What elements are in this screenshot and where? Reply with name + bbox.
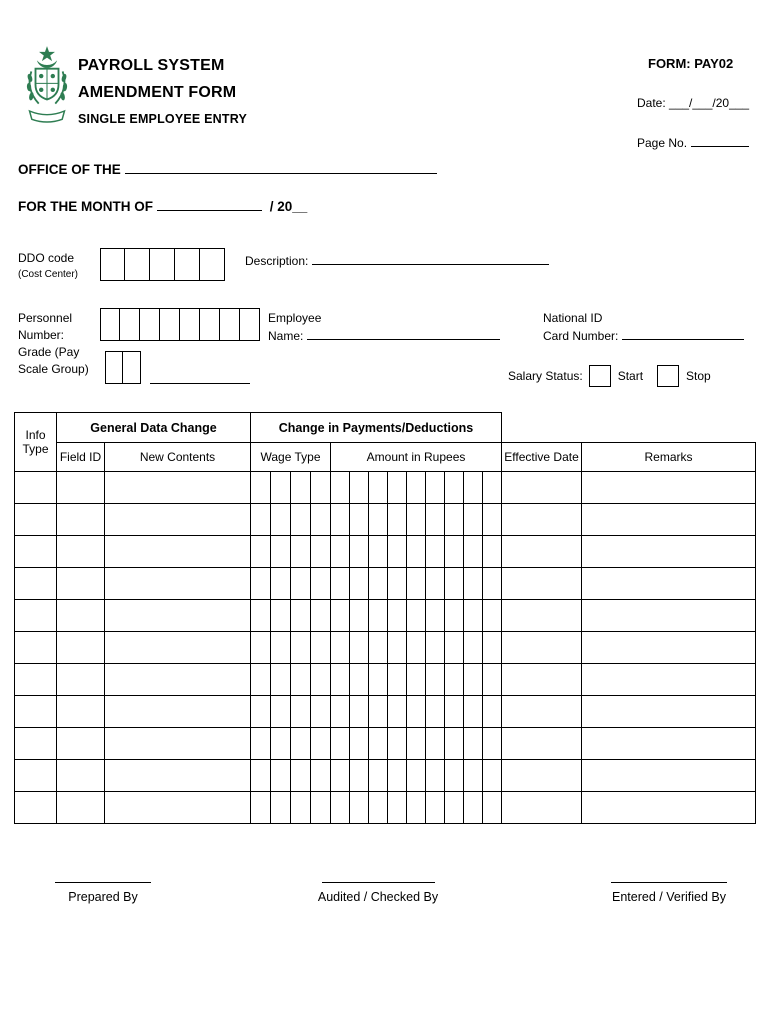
ddo-code-boxes bbox=[100, 248, 225, 281]
amount-in-rupees-cell[interactable] bbox=[464, 568, 483, 600]
amount-in-rupees-cell[interactable] bbox=[369, 504, 388, 536]
info-type-cell[interactable] bbox=[15, 728, 57, 760]
effective-date-cell[interactable] bbox=[502, 600, 582, 632]
amount-in-rupees-cell[interactable] bbox=[369, 600, 388, 632]
amount-in-rupees-cell[interactable] bbox=[350, 504, 369, 536]
effective-date-cell[interactable] bbox=[502, 760, 582, 792]
amount-in-rupees-cell[interactable] bbox=[407, 664, 426, 696]
field-id-cell[interactable] bbox=[57, 664, 105, 696]
col-header-new-contents: New Contents bbox=[105, 443, 251, 472]
input-box[interactable] bbox=[180, 308, 200, 341]
amount-in-rupees-cell[interactable] bbox=[331, 728, 350, 760]
field-id-cell[interactable] bbox=[57, 568, 105, 600]
input-box[interactable] bbox=[240, 308, 260, 341]
signature-entered-by bbox=[598, 882, 740, 904]
effective-date-cell[interactable] bbox=[502, 664, 582, 696]
amount-in-rupees-cell[interactable] bbox=[426, 600, 445, 632]
wage-type-cell[interactable] bbox=[251, 696, 271, 728]
info-type-cell[interactable] bbox=[15, 664, 57, 696]
salary-status-start-checkbox[interactable] bbox=[589, 365, 611, 387]
wage-type-cell[interactable] bbox=[311, 728, 331, 760]
amount-in-rupees-cell[interactable] bbox=[407, 536, 426, 568]
amount-in-rupees-cell[interactable] bbox=[369, 536, 388, 568]
wage-type-cell[interactable] bbox=[311, 600, 331, 632]
prepared-by-label: Prepared By bbox=[68, 890, 138, 904]
wage-type-cell[interactable] bbox=[251, 504, 271, 536]
wage-type-cell[interactable] bbox=[271, 568, 291, 600]
effective-date-cell[interactable] bbox=[502, 792, 582, 824]
effective-date-cell[interactable] bbox=[502, 536, 582, 568]
wage-type-cell[interactable] bbox=[271, 536, 291, 568]
wage-type-cell[interactable] bbox=[311, 632, 331, 664]
remarks-cell[interactable] bbox=[582, 792, 756, 824]
amount-in-rupees-cell[interactable] bbox=[407, 792, 426, 824]
col-header-general-data-change: General Data Change bbox=[57, 413, 251, 443]
amount-in-rupees-cell[interactable] bbox=[426, 568, 445, 600]
amount-in-rupees-cell[interactable] bbox=[426, 472, 445, 504]
amount-in-rupees-cell[interactable] bbox=[445, 664, 464, 696]
amount-in-rupees-cell[interactable] bbox=[331, 472, 350, 504]
wage-type-cell[interactable] bbox=[291, 600, 311, 632]
table-row bbox=[15, 760, 756, 792]
amount-in-rupees-cell[interactable] bbox=[369, 728, 388, 760]
grade-label-line2: Scale Group) bbox=[18, 362, 89, 376]
field-id-cell[interactable] bbox=[57, 472, 105, 504]
salary-status-stop-checkbox[interactable] bbox=[657, 365, 679, 387]
national-id-label-line1: National ID bbox=[543, 311, 603, 325]
amount-in-rupees-cell[interactable] bbox=[331, 664, 350, 696]
prepared-by-line[interactable] bbox=[55, 882, 151, 883]
amount-in-rupees-cell[interactable] bbox=[483, 600, 502, 632]
remarks-cell[interactable] bbox=[582, 728, 756, 760]
input-box[interactable] bbox=[150, 248, 175, 281]
wage-type-cell[interactable] bbox=[251, 568, 271, 600]
wage-type-cell[interactable] bbox=[271, 760, 291, 792]
amount-in-rupees-cell[interactable] bbox=[426, 728, 445, 760]
month-line bbox=[18, 196, 307, 214]
remarks-cell[interactable] bbox=[582, 664, 756, 696]
personnel-number-boxes bbox=[100, 308, 260, 341]
signature-audited-by bbox=[308, 882, 448, 904]
input-box[interactable] bbox=[200, 248, 225, 281]
page-no-label: Page No. bbox=[637, 136, 688, 150]
input-box[interactable] bbox=[200, 308, 220, 341]
month-blank[interactable] bbox=[157, 196, 262, 211]
wage-type-cell[interactable] bbox=[311, 792, 331, 824]
amount-in-rupees-cell[interactable] bbox=[445, 696, 464, 728]
amount-in-rupees-cell[interactable] bbox=[483, 696, 502, 728]
input-box[interactable] bbox=[100, 308, 120, 341]
wage-type-cell[interactable] bbox=[271, 504, 291, 536]
wage-type-cell[interactable] bbox=[291, 696, 311, 728]
input-box[interactable] bbox=[140, 308, 160, 341]
form-title-line3: SINGLE EMPLOYEE ENTRY bbox=[78, 112, 248, 126]
amount-in-rupees-cell[interactable] bbox=[388, 696, 407, 728]
national-id-label-line2: Card Number: bbox=[543, 329, 619, 343]
office-label: OFFICE OF THE bbox=[18, 162, 121, 177]
amount-in-rupees-cell[interactable] bbox=[388, 664, 407, 696]
salary-status-stop-label: Stop bbox=[686, 369, 711, 383]
employee-name-blank[interactable] bbox=[307, 327, 500, 340]
col-header-wage-type: Wage Type bbox=[251, 443, 331, 472]
amount-in-rupees-cell[interactable] bbox=[388, 792, 407, 824]
personnel-number-label bbox=[18, 310, 72, 344]
amount-in-rupees-cell[interactable] bbox=[388, 536, 407, 568]
remarks-cell[interactable] bbox=[582, 568, 756, 600]
amount-in-rupees-cell[interactable] bbox=[464, 664, 483, 696]
amount-in-rupees-cell[interactable] bbox=[483, 760, 502, 792]
remarks-cell[interactable] bbox=[582, 472, 756, 504]
info-type-cell[interactable] bbox=[15, 536, 57, 568]
wage-type-cell[interactable] bbox=[271, 600, 291, 632]
amount-in-rupees-cell[interactable] bbox=[369, 472, 388, 504]
amount-in-rupees-cell[interactable] bbox=[445, 504, 464, 536]
description-field bbox=[245, 252, 549, 270]
amount-in-rupees-cell[interactable] bbox=[388, 472, 407, 504]
info-type-cell[interactable] bbox=[15, 696, 57, 728]
amount-in-rupees-cell[interactable] bbox=[483, 728, 502, 760]
new-contents-cell[interactable] bbox=[105, 792, 251, 824]
salary-status-label: Salary Status: bbox=[508, 369, 583, 383]
amount-in-rupees-cell[interactable] bbox=[464, 728, 483, 760]
info-type-cell[interactable] bbox=[15, 632, 57, 664]
remarks-cell[interactable] bbox=[582, 536, 756, 568]
amount-in-rupees-cell[interactable] bbox=[464, 536, 483, 568]
wage-type-cell[interactable] bbox=[271, 472, 291, 504]
amount-in-rupees-cell[interactable] bbox=[369, 664, 388, 696]
employee-label-line2: Name: bbox=[268, 329, 304, 343]
wage-type-cell[interactable] bbox=[311, 472, 331, 504]
amount-in-rupees-cell[interactable] bbox=[445, 632, 464, 664]
amount-in-rupees-cell[interactable] bbox=[350, 568, 369, 600]
effective-date-cell[interactable] bbox=[502, 504, 582, 536]
info-type-cell[interactable] bbox=[15, 504, 57, 536]
info-type-cell[interactable] bbox=[15, 600, 57, 632]
amount-in-rupees-cell[interactable] bbox=[331, 568, 350, 600]
office-name-blank[interactable] bbox=[125, 159, 437, 174]
table-row bbox=[15, 600, 756, 632]
amount-in-rupees-cell[interactable] bbox=[483, 472, 502, 504]
amount-in-rupees-cell[interactable] bbox=[483, 664, 502, 696]
amount-in-rupees-cell[interactable] bbox=[407, 696, 426, 728]
wage-type-cell[interactable] bbox=[291, 504, 311, 536]
input-box[interactable] bbox=[175, 248, 200, 281]
amount-in-rupees-cell[interactable] bbox=[483, 536, 502, 568]
amount-in-rupees-cell[interactable] bbox=[369, 792, 388, 824]
info-type-cell[interactable] bbox=[15, 568, 57, 600]
amount-in-rupees-cell[interactable] bbox=[388, 568, 407, 600]
remarks-cell[interactable] bbox=[582, 632, 756, 664]
col-header-change-in-payments: Change in Payments/Deductions bbox=[251, 413, 502, 443]
col-header-info-type: Info Type bbox=[15, 413, 57, 472]
amount-in-rupees-cell[interactable] bbox=[464, 472, 483, 504]
table-row bbox=[15, 792, 756, 824]
wage-type-cell[interactable] bbox=[311, 696, 331, 728]
amount-in-rupees-cell[interactable] bbox=[483, 568, 502, 600]
field-id-cell[interactable] bbox=[57, 760, 105, 792]
form-title-line2: AMENDMENT FORM bbox=[78, 84, 237, 101]
amount-in-rupees-cell[interactable] bbox=[331, 792, 350, 824]
amount-in-rupees-cell[interactable] bbox=[426, 536, 445, 568]
wage-type-cell[interactable] bbox=[251, 728, 271, 760]
amount-in-rupees-cell[interactable] bbox=[407, 600, 426, 632]
amount-in-rupees-cell[interactable] bbox=[350, 664, 369, 696]
table-row bbox=[15, 568, 756, 600]
wage-type-cell[interactable] bbox=[311, 568, 331, 600]
amount-in-rupees-cell[interactable] bbox=[445, 760, 464, 792]
page-no-blank[interactable] bbox=[691, 134, 749, 147]
amount-in-rupees-cell[interactable] bbox=[331, 760, 350, 792]
amount-in-rupees-cell[interactable] bbox=[464, 792, 483, 824]
table-row bbox=[15, 632, 756, 664]
wage-type-cell[interactable] bbox=[251, 632, 271, 664]
form-code: FORM: PAY02 bbox=[648, 56, 734, 71]
amount-in-rupees-cell[interactable] bbox=[350, 632, 369, 664]
amount-in-rupees-cell[interactable] bbox=[331, 600, 350, 632]
page-no-field bbox=[637, 134, 749, 152]
grade-label-line1: Grade (Pay bbox=[18, 345, 80, 359]
wage-type-cell[interactable] bbox=[251, 792, 271, 824]
amount-in-rupees-cell[interactable] bbox=[407, 504, 426, 536]
wage-type-cell[interactable] bbox=[291, 792, 311, 824]
amount-in-rupees-cell[interactable] bbox=[483, 632, 502, 664]
amount-in-rupees-cell[interactable] bbox=[464, 600, 483, 632]
field-id-cell[interactable] bbox=[57, 536, 105, 568]
amount-in-rupees-cell[interactable] bbox=[350, 600, 369, 632]
wage-type-cell[interactable] bbox=[251, 760, 271, 792]
wage-type-cell[interactable] bbox=[271, 632, 291, 664]
field-id-cell[interactable] bbox=[57, 632, 105, 664]
wage-type-cell[interactable] bbox=[291, 760, 311, 792]
wage-type-cell[interactable] bbox=[251, 664, 271, 696]
grade-label bbox=[18, 344, 89, 378]
effective-date-cell[interactable] bbox=[502, 568, 582, 600]
effective-date-cell[interactable] bbox=[502, 696, 582, 728]
amount-in-rupees-cell[interactable] bbox=[388, 728, 407, 760]
description-label: Description: bbox=[245, 254, 309, 268]
wage-type-cell[interactable] bbox=[271, 728, 291, 760]
amount-in-rupees-cell[interactable] bbox=[388, 600, 407, 632]
audited-by-line[interactable] bbox=[322, 882, 435, 883]
table-row bbox=[15, 664, 756, 696]
date-field[interactable]: Date: ___/___/20___ bbox=[637, 96, 750, 110]
amount-in-rupees-cell[interactable] bbox=[426, 664, 445, 696]
employee-name-line bbox=[268, 327, 500, 345]
amount-in-rupees-cell[interactable] bbox=[445, 600, 464, 632]
wage-type-cell[interactable] bbox=[311, 664, 331, 696]
wage-type-cell[interactable] bbox=[271, 696, 291, 728]
amount-in-rupees-cell[interactable] bbox=[369, 696, 388, 728]
personnel-label-line2: Number: bbox=[18, 328, 65, 342]
office-line bbox=[18, 159, 437, 177]
effective-date-cell[interactable] bbox=[502, 728, 582, 760]
month-year-suffix: / 20__ bbox=[269, 199, 308, 214]
wage-type-cell[interactable] bbox=[271, 664, 291, 696]
field-id-cell[interactable] bbox=[57, 504, 105, 536]
wage-type-cell[interactable] bbox=[251, 536, 271, 568]
info-type-cell[interactable] bbox=[15, 760, 57, 792]
amount-in-rupees-cell[interactable] bbox=[445, 568, 464, 600]
wage-type-cell[interactable] bbox=[251, 472, 271, 504]
signature-prepared-by bbox=[30, 882, 176, 904]
ddo-sublabel: (Cost Center) bbox=[18, 269, 79, 280]
employee-label-line1: Employee bbox=[268, 311, 322, 325]
input-box[interactable] bbox=[120, 308, 140, 341]
info-type-cell[interactable] bbox=[15, 472, 57, 504]
amount-in-rupees-cell[interactable] bbox=[350, 728, 369, 760]
input-box[interactable] bbox=[125, 248, 150, 281]
amount-in-rupees-cell[interactable] bbox=[407, 632, 426, 664]
table-row bbox=[15, 504, 756, 536]
amount-in-rupees-cell[interactable] bbox=[369, 568, 388, 600]
amount-in-rupees-cell[interactable] bbox=[369, 632, 388, 664]
table-row bbox=[15, 696, 756, 728]
amendment-table-body bbox=[15, 472, 756, 824]
amount-in-rupees-cell[interactable] bbox=[407, 760, 426, 792]
amount-in-rupees-cell[interactable] bbox=[407, 568, 426, 600]
employee-name-field bbox=[268, 310, 500, 345]
wage-type-cell[interactable] bbox=[291, 632, 311, 664]
new-contents-cell[interactable] bbox=[105, 472, 251, 504]
amount-in-rupees-cell[interactable] bbox=[407, 472, 426, 504]
col-header-field-id: Field ID bbox=[57, 443, 105, 472]
remarks-cell[interactable] bbox=[582, 600, 756, 632]
amount-in-rupees-cell[interactable] bbox=[445, 792, 464, 824]
amount-in-rupees-cell[interactable] bbox=[445, 536, 464, 568]
amount-in-rupees-cell[interactable] bbox=[426, 792, 445, 824]
amount-in-rupees-cell[interactable] bbox=[445, 728, 464, 760]
description-blank[interactable] bbox=[312, 252, 549, 265]
remarks-cell[interactable] bbox=[582, 696, 756, 728]
amount-in-rupees-cell[interactable] bbox=[331, 536, 350, 568]
amount-in-rupees-cell[interactable] bbox=[331, 504, 350, 536]
new-contents-cell[interactable] bbox=[105, 568, 251, 600]
field-id-cell[interactable] bbox=[57, 600, 105, 632]
month-label: FOR THE MONTH OF bbox=[18, 199, 153, 214]
salary-status-start-label: Start bbox=[617, 369, 644, 383]
new-contents-cell[interactable] bbox=[105, 696, 251, 728]
input-box[interactable] bbox=[123, 351, 141, 384]
new-contents-cell[interactable] bbox=[105, 632, 251, 664]
national-id-blank[interactable] bbox=[622, 327, 744, 340]
salary-status-group bbox=[508, 364, 711, 388]
amount-in-rupees-cell[interactable] bbox=[350, 472, 369, 504]
amount-in-rupees-cell[interactable] bbox=[426, 632, 445, 664]
form-title-block bbox=[78, 52, 247, 132]
wage-type-cell[interactable] bbox=[271, 792, 291, 824]
field-id-cell[interactable] bbox=[57, 792, 105, 824]
amendment-table bbox=[14, 412, 756, 824]
wage-type-cell[interactable] bbox=[291, 536, 311, 568]
amount-in-rupees-cell[interactable] bbox=[369, 760, 388, 792]
amount-in-rupees-cell[interactable] bbox=[483, 504, 502, 536]
effective-date-cell[interactable] bbox=[502, 472, 582, 504]
new-contents-cell[interactable] bbox=[105, 760, 251, 792]
amount-in-rupees-cell[interactable] bbox=[464, 760, 483, 792]
effective-date-cell[interactable] bbox=[502, 632, 582, 664]
amount-in-rupees-cell[interactable] bbox=[350, 536, 369, 568]
col-header-amount-in-rupees: Amount in Rupees bbox=[331, 443, 502, 472]
wage-type-cell[interactable] bbox=[251, 600, 271, 632]
amount-in-rupees-cell[interactable] bbox=[426, 696, 445, 728]
amount-in-rupees-cell[interactable] bbox=[464, 504, 483, 536]
amount-in-rupees-cell[interactable] bbox=[483, 792, 502, 824]
remarks-cell[interactable] bbox=[582, 760, 756, 792]
field-id-cell[interactable] bbox=[57, 728, 105, 760]
col-header-remarks: Remarks bbox=[582, 443, 756, 472]
national-id-field bbox=[543, 310, 744, 345]
wage-type-cell[interactable] bbox=[311, 504, 331, 536]
amount-in-rupees-cell[interactable] bbox=[388, 504, 407, 536]
wage-type-cell[interactable] bbox=[291, 568, 311, 600]
grade-boxes bbox=[105, 351, 141, 384]
new-contents-cell[interactable] bbox=[105, 536, 251, 568]
info-type-cell[interactable] bbox=[15, 792, 57, 824]
personnel-label-line1: Personnel bbox=[18, 311, 73, 325]
amount-in-rupees-cell[interactable] bbox=[331, 696, 350, 728]
table-row bbox=[15, 472, 756, 504]
input-box[interactable] bbox=[220, 308, 240, 341]
new-contents-cell[interactable] bbox=[105, 728, 251, 760]
remarks-cell[interactable] bbox=[582, 504, 756, 536]
wage-type-cell[interactable] bbox=[291, 728, 311, 760]
field-id-cell[interactable] bbox=[57, 696, 105, 728]
input-box[interactable] bbox=[160, 308, 180, 341]
emblem-graphic bbox=[24, 46, 70, 130]
amount-in-rupees-cell[interactable] bbox=[464, 632, 483, 664]
wage-type-cell[interactable] bbox=[291, 664, 311, 696]
new-contents-cell[interactable] bbox=[105, 664, 251, 696]
amount-in-rupees-cell[interactable] bbox=[331, 632, 350, 664]
wage-type-cell[interactable] bbox=[311, 536, 331, 568]
amount-in-rupees-cell[interactable] bbox=[426, 760, 445, 792]
amount-in-rupees-cell[interactable] bbox=[388, 632, 407, 664]
new-contents-cell[interactable] bbox=[105, 600, 251, 632]
ddo-label: DDO code bbox=[18, 251, 75, 265]
amount-in-rupees-cell[interactable] bbox=[350, 760, 369, 792]
amount-in-rupees-cell[interactable] bbox=[350, 696, 369, 728]
audited-by-label: Audited / Checked By bbox=[317, 890, 439, 904]
wage-type-cell[interactable] bbox=[291, 472, 311, 504]
entered-by-label: Entered / Verified By bbox=[612, 890, 726, 904]
amount-in-rupees-cell[interactable] bbox=[407, 728, 426, 760]
amount-in-rupees-cell[interactable] bbox=[445, 472, 464, 504]
amount-in-rupees-cell[interactable] bbox=[388, 760, 407, 792]
amount-in-rupees-cell[interactable] bbox=[350, 792, 369, 824]
new-contents-cell[interactable] bbox=[105, 504, 251, 536]
government-emblem-logo bbox=[24, 46, 70, 130]
entered-by-line[interactable] bbox=[611, 882, 727, 883]
header-spacer bbox=[502, 413, 756, 443]
amount-in-rupees-cell[interactable] bbox=[426, 504, 445, 536]
input-box[interactable] bbox=[100, 248, 125, 281]
table-row bbox=[15, 728, 756, 760]
form-title-line1: PAYROLL SYSTEM bbox=[78, 57, 225, 74]
input-box[interactable] bbox=[105, 351, 123, 384]
grade-blank[interactable] bbox=[150, 370, 250, 384]
amount-in-rupees-cell[interactable] bbox=[464, 696, 483, 728]
wage-type-cell[interactable] bbox=[311, 760, 331, 792]
table-row bbox=[15, 536, 756, 568]
national-id-line bbox=[543, 327, 744, 345]
col-header-effective-date: Effective Date bbox=[502, 443, 582, 472]
